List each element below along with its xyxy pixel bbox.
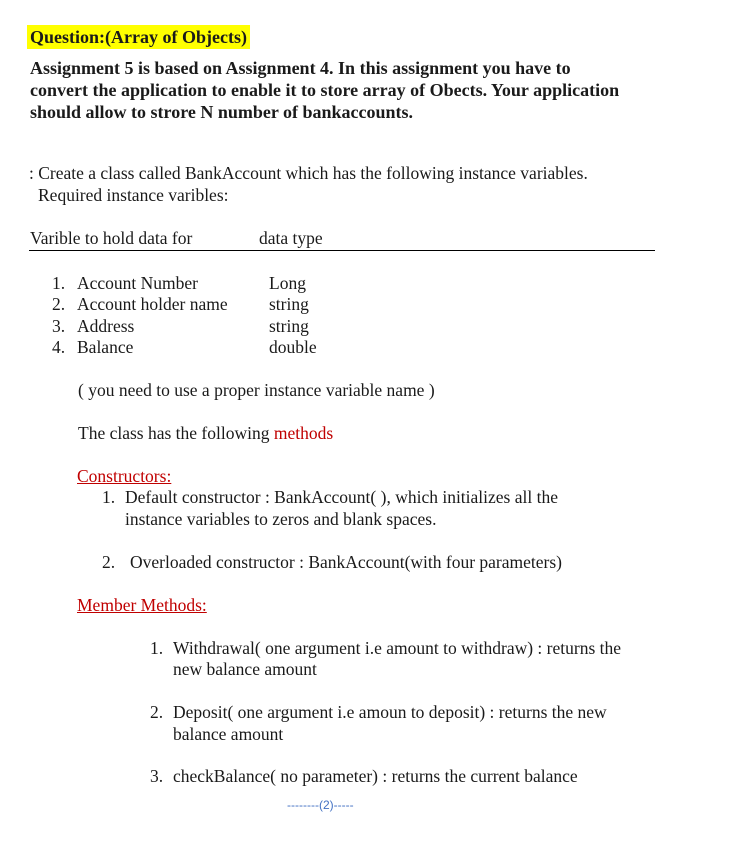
row-number: 3. bbox=[52, 316, 66, 336]
task-line-2: Required instance varibles: bbox=[38, 185, 229, 205]
method-item bbox=[150, 701, 607, 723]
constructor-item bbox=[102, 486, 558, 508]
table-header-type: data type bbox=[259, 228, 323, 248]
table-header-variable: Varible to hold data for bbox=[30, 228, 193, 248]
item-number: 3. bbox=[150, 766, 164, 786]
item-text: Default constructor : BankAccount( ), which initializes all the bbox=[125, 487, 558, 507]
row-number: 2. bbox=[52, 294, 66, 314]
variable-name-note: ( you need to use a proper instance variable name ) bbox=[78, 380, 435, 400]
method-item bbox=[150, 765, 578, 787]
row-variable: Account Number bbox=[77, 273, 199, 293]
intro-line: Assignment 5 is based on Assignment 4. In this assignment you have to bbox=[30, 58, 571, 78]
row-number: 1. bbox=[52, 273, 66, 293]
item-number: 2. bbox=[102, 552, 116, 572]
row-type: double bbox=[269, 337, 317, 357]
method-item bbox=[150, 637, 621, 659]
table-row bbox=[52, 272, 198, 294]
table-row bbox=[52, 336, 133, 358]
task-line-1: : Create a class called BankAccount which has the following instance variables. bbox=[29, 163, 588, 183]
item-text: Overloaded constructor : BankAccount(with four parameters) bbox=[130, 552, 562, 572]
item-text: Deposit( one argument i.e amoun to deposit) : returns the new bbox=[173, 702, 607, 722]
page-number-footer: --------(2)----- bbox=[287, 798, 354, 812]
table-divider bbox=[29, 250, 655, 251]
constructor-item-continuation: instance variables to zeros and blank spaces. bbox=[125, 509, 437, 529]
item-number: 1. bbox=[102, 487, 116, 507]
item-text: Withdrawal( one argument i.e amount to withdraw) : returns the bbox=[173, 638, 622, 658]
member-methods-heading: Member Methods: bbox=[77, 595, 207, 615]
methods-keyword: methods bbox=[273, 423, 334, 443]
method-item-continuation: new balance amount bbox=[173, 659, 317, 679]
row-type: Long bbox=[269, 273, 306, 293]
assignment-intro bbox=[30, 57, 619, 123]
constructor-item bbox=[102, 551, 562, 573]
item-number: 2. bbox=[150, 702, 164, 722]
row-variable: Address bbox=[77, 316, 135, 336]
intro-line: convert the application to enable it to store array of Obects. Your application bbox=[30, 80, 620, 100]
row-variable: Balance bbox=[77, 337, 134, 357]
methods-intro-prefix: The class has the following bbox=[78, 423, 274, 443]
item-number: 1. bbox=[150, 638, 164, 658]
table-row bbox=[52, 315, 134, 337]
row-number: 4. bbox=[52, 337, 66, 357]
constructors-heading: Constructors: bbox=[77, 466, 172, 486]
methods-intro bbox=[78, 422, 333, 444]
table-row bbox=[52, 293, 228, 315]
item-text: checkBalance( no parameter) : returns the current balance bbox=[173, 766, 578, 786]
intro-line: should allow to strore N number of bankaccounts. bbox=[30, 102, 414, 122]
method-item-continuation: balance amount bbox=[173, 724, 284, 744]
row-type: string bbox=[269, 294, 309, 314]
row-variable: Account holder name bbox=[77, 294, 228, 314]
row-type: string bbox=[269, 316, 309, 336]
question-title: Question:(Array of Objects) bbox=[27, 25, 250, 49]
